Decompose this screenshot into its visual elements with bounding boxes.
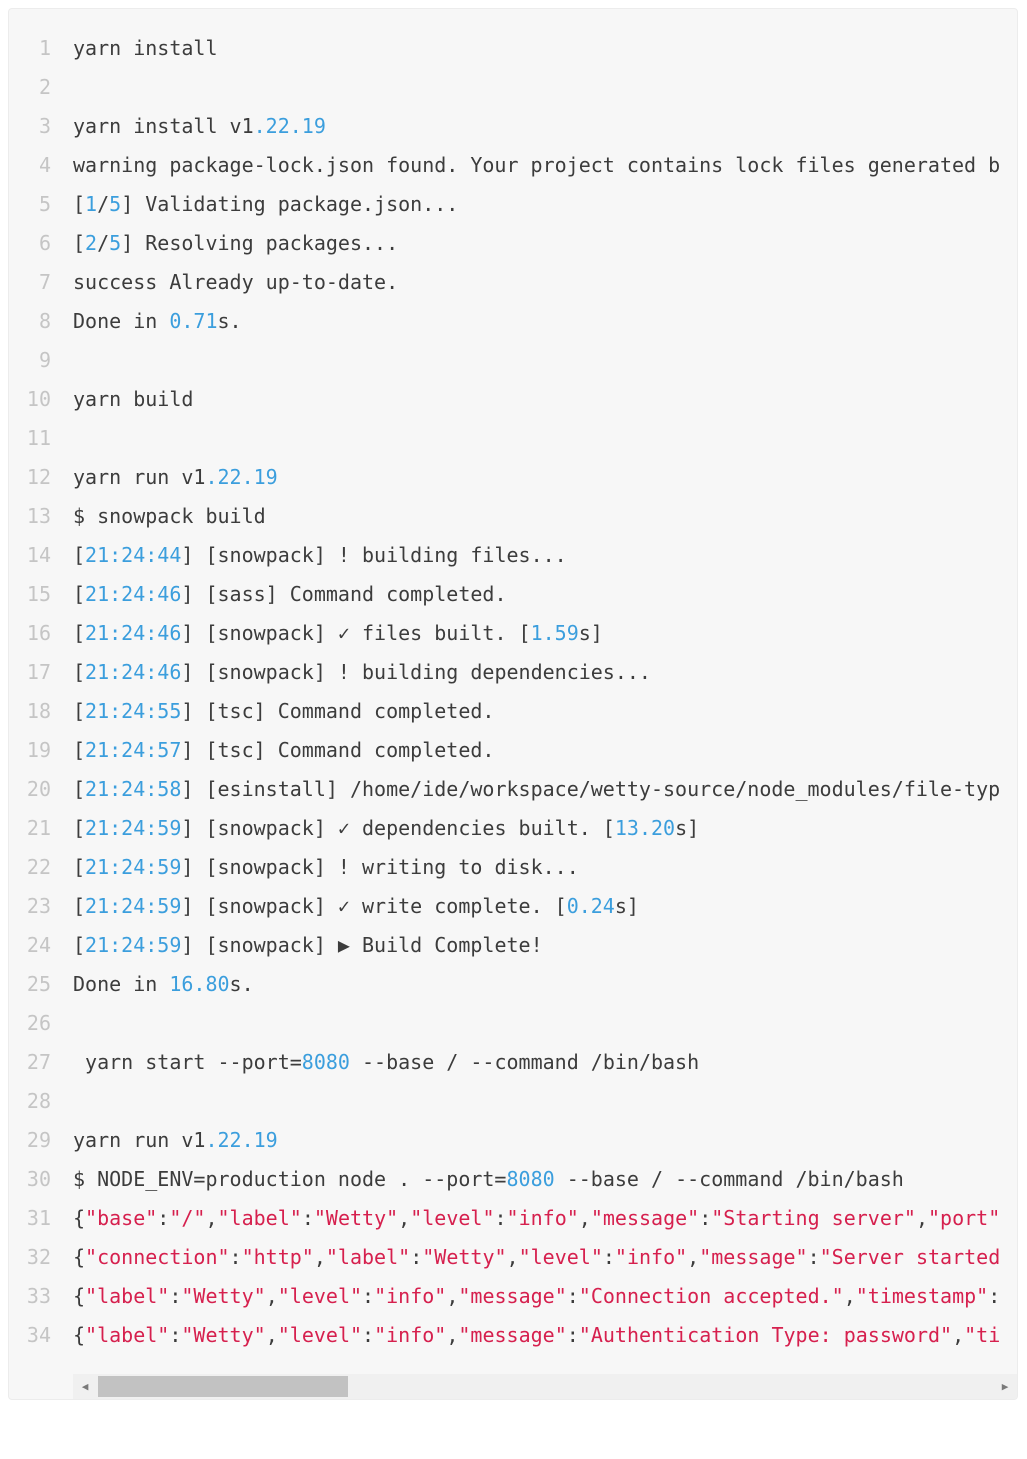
line-content: yarn install	[73, 36, 218, 60]
line-number: 32	[26, 1245, 51, 1269]
line-content: [21:24:46] [snowpack] ✓ files built. [1.59s]	[73, 621, 603, 645]
line-content: warning package-lock.json found. Your project contains lock files generated b	[73, 153, 1001, 177]
code-line	[9, 848, 1017, 887]
line-content: success Already up-to-date.	[73, 270, 399, 294]
code-line	[9, 1082, 1017, 1121]
line-content: [21:24:57] [tsc] Command completed.	[73, 738, 495, 762]
scroll-left-button[interactable]	[73, 1374, 97, 1399]
code-line	[9, 887, 1017, 926]
line-number: 16	[26, 621, 51, 645]
code-line	[9, 419, 1017, 458]
code-line	[9, 1238, 1017, 1277]
code-line	[9, 653, 1017, 692]
code-line	[9, 497, 1017, 536]
code-line	[9, 380, 1017, 419]
scroll-right-icon: ▶	[1001, 1380, 1009, 1393]
line-content: {"label":"Wetty","level":"info","message":"Authentication Type: password","ti	[73, 1323, 1001, 1347]
code-line	[9, 107, 1017, 146]
line-number: 30	[26, 1167, 51, 1191]
code-line	[9, 926, 1017, 965]
line-number: 25	[26, 972, 51, 996]
line-number: 20	[26, 777, 51, 801]
code-line	[9, 302, 1017, 341]
code-line	[9, 1277, 1017, 1316]
code-line	[9, 29, 1017, 68]
line-number: 10	[26, 387, 51, 411]
line-content: Done in 0.71s.	[73, 309, 242, 333]
line-number: 18	[26, 699, 51, 723]
line-content: [21:24:46] [snowpack] ! building dependencies...	[73, 660, 651, 684]
code-line	[9, 1004, 1017, 1043]
line-number: 29	[26, 1128, 51, 1152]
code-line	[9, 1121, 1017, 1160]
line-number: 3	[38, 114, 51, 138]
line-number: 11	[26, 426, 51, 450]
line-content: {"label":"Wetty","level":"info","message":"Connection accepted.","timestamp":	[73, 1284, 1001, 1308]
line-content: [21:24:46] [sass] Command completed.	[73, 582, 507, 606]
line-number: 4	[38, 153, 51, 177]
line-number: 27	[26, 1050, 51, 1074]
line-content: yarn run v1.22.19	[73, 1128, 278, 1152]
line-content: $ snowpack build	[73, 504, 266, 528]
line-number: 26	[26, 1011, 51, 1035]
line-content: $ NODE_ENV=production node . --port=8080 --base / --command /bin/bash	[73, 1167, 904, 1191]
line-content: [21:24:59] [snowpack] ! writing to disk...	[73, 855, 579, 879]
code-line	[9, 692, 1017, 731]
line-number: 15	[26, 582, 51, 606]
code-line	[9, 575, 1017, 614]
scrollbar-thumb[interactable]	[98, 1376, 348, 1397]
line-number: 9	[38, 348, 51, 372]
line-number: 23	[26, 894, 51, 918]
line-content: Done in 16.80s.	[73, 972, 254, 996]
code-line	[9, 1160, 1017, 1199]
line-content: {"connection":"http","label":"Wetty","level":"info","message":"Server started	[73, 1245, 1001, 1269]
line-number: 22	[26, 855, 51, 879]
line-content: yarn build	[73, 387, 194, 411]
code-line	[9, 68, 1017, 107]
line-number: 5	[38, 192, 51, 216]
code-lines	[9, 9, 1017, 1355]
code-line	[9, 263, 1017, 302]
line-content: [1/5] Validating package.json...	[73, 192, 459, 216]
code-line	[9, 146, 1017, 185]
line-content: yarn start --port=8080 --base / --command /bin/bash	[73, 1050, 700, 1074]
terminal-output-panel	[8, 8, 1018, 1400]
line-content: {"base":"/","label":"Wetty","level":"info","message":"Starting server","port"	[73, 1206, 1001, 1230]
code-line	[9, 731, 1017, 770]
line-number: 34	[26, 1323, 51, 1347]
line-number: 17	[26, 660, 51, 684]
code-line	[9, 1043, 1017, 1082]
line-content: [21:24:59] [snowpack] ✓ write complete. [0.24s]	[73, 894, 639, 918]
code-line	[9, 458, 1017, 497]
line-number: 8	[38, 309, 51, 333]
line-content: [21:24:44] [snowpack] ! building files...	[73, 543, 567, 567]
code-line	[9, 614, 1017, 653]
line-number: 33	[26, 1284, 51, 1308]
code-line	[9, 536, 1017, 575]
horizontal-scrollbar[interactable]	[73, 1374, 1017, 1399]
line-number: 12	[26, 465, 51, 489]
line-content: yarn install v1.22.19	[73, 114, 326, 138]
line-number: 6	[38, 231, 51, 255]
line-content: [21:24:59] [snowpack] ▶ Build Complete!	[73, 933, 543, 957]
scroll-left-icon: ◀	[81, 1380, 89, 1393]
line-number: 1	[38, 36, 51, 60]
line-number: 31	[26, 1206, 51, 1230]
line-number: 24	[26, 933, 51, 957]
line-content: [21:24:58] [esinstall] /home/ide/workspace/wetty-source/node_modules/file-typ	[73, 777, 1001, 801]
line-number: 28	[26, 1089, 51, 1113]
line-number: 13	[26, 504, 51, 528]
line-content: [2/5] Resolving packages...	[73, 231, 399, 255]
code-line	[9, 965, 1017, 1004]
line-number: 19	[26, 738, 51, 762]
scroll-right-button[interactable]	[993, 1374, 1017, 1399]
code-line	[9, 1199, 1017, 1238]
line-content: yarn run v1.22.19	[73, 465, 278, 489]
line-number: 2	[38, 75, 51, 99]
line-number: 21	[26, 816, 51, 840]
line-content: [21:24:55] [tsc] Command completed.	[73, 699, 495, 723]
code-line	[9, 185, 1017, 224]
line-number: 14	[26, 543, 51, 567]
code-line	[9, 224, 1017, 263]
code-line	[9, 1316, 1017, 1355]
code-line	[9, 770, 1017, 809]
line-number: 7	[38, 270, 51, 294]
code-line	[9, 341, 1017, 380]
line-content: [21:24:59] [snowpack] ✓ dependencies built. [13.20s]	[73, 816, 700, 840]
code-line	[9, 809, 1017, 848]
